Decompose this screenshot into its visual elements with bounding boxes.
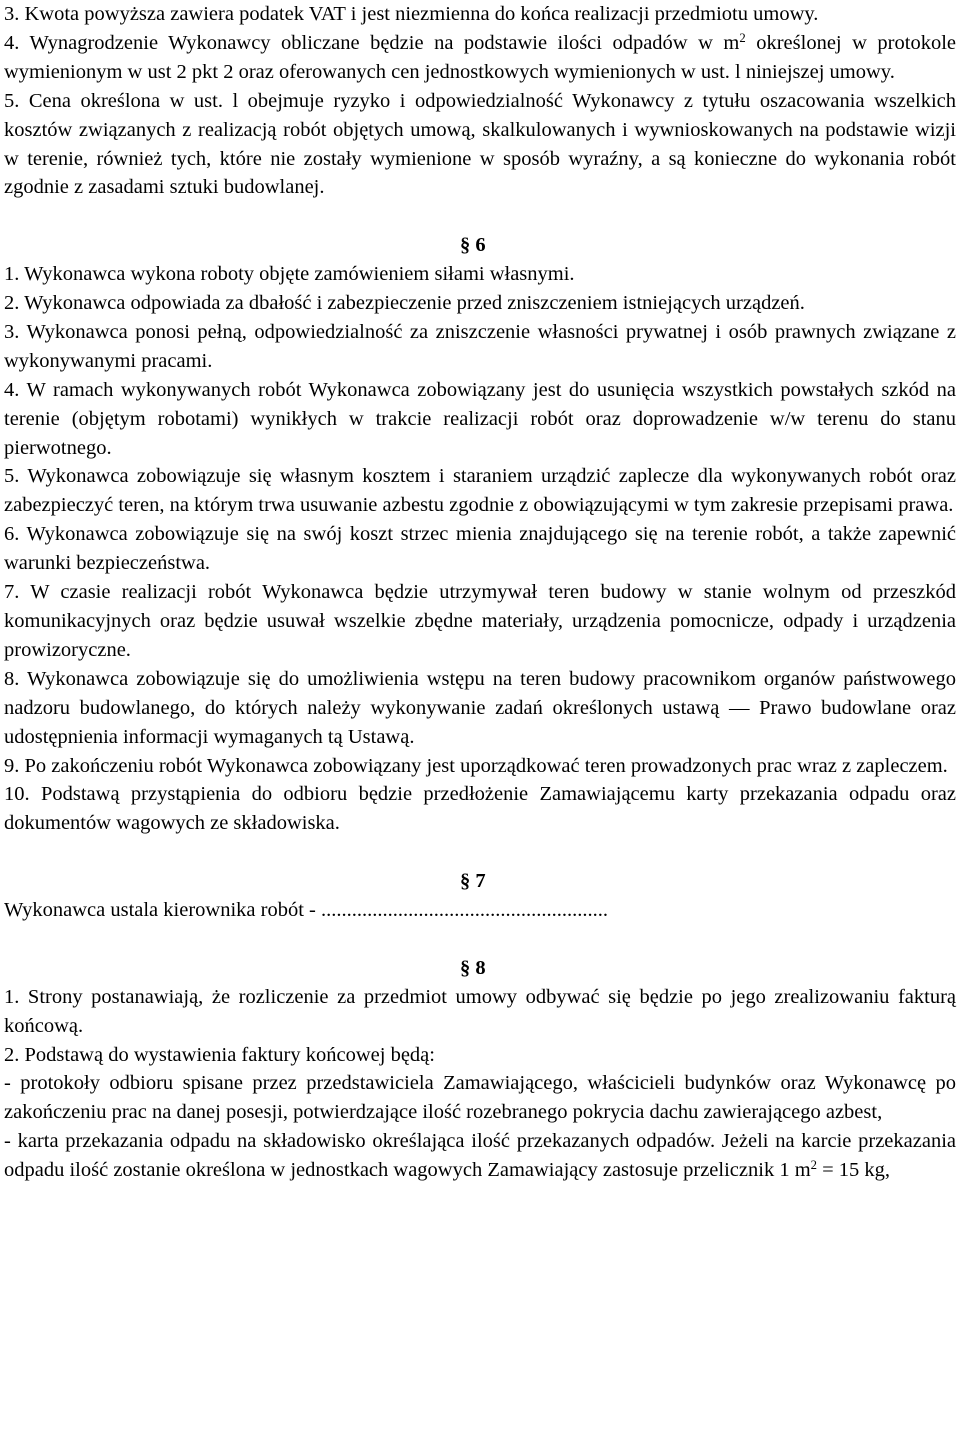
- section-6-item-8: 8. Wykonawca zobowiązuje się do umożliwienia wstępu na teren budowy pracownikom organów państwowego nadzoru budowlanego, do których należy wykonywanie zadań określonych ustawą — Prawo budowlane oraz udostępnienia informacji wymaganych tą Ustawą.: [4, 667, 956, 748]
- superscript-squared: 2: [810, 1158, 817, 1173]
- section-8-bullet-2: [4, 1127, 956, 1185]
- section-8-paragraph-1: 1. Strony postanawiają, że rozliczenie za przedmiot umowy odbywać się będzie po jego zrealizowaniu fakturą końcową.: [4, 985, 956, 1037]
- spacer: [4, 202, 956, 231]
- paragraph-3: 3. Kwota powyższa zawiera podatek VAT i jest niezmienna do końca realizacji przedmiotu umowy.: [4, 3, 819, 25]
- section-7-text: Wykonawca ustala kierownika robót - ........................................................: [4, 899, 608, 922]
- section-8-bullet-2-text-start: - karta przekazania odpadu na składowisko określająca ilość przekazanych odpadów. Jeżeli na karcie przekazania odpadu ilość zostanie określona w jednostkach wagowych Zamawiający zastosuje przelicznik 1 m: [4, 1130, 956, 1182]
- section-6-item-9: 9. Po zakończeniu robót Wykonawca zobowiązany jest uporządkować teren prowadzonych prac wraz z zapleczem.: [4, 754, 948, 777]
- section-8-bullet-2-text-end: = 15 kg,: [817, 1159, 891, 1182]
- section-6-heading: [4, 231, 956, 260]
- section-6-item-10: 10. Podstawą przystąpienia do odbioru będzie przedłożenie Zamawiającemu karty przekazania odpadu oraz dokumentów wagowych ze składowiska.: [4, 783, 956, 835]
- paragraph-4: [4, 29, 956, 87]
- section-7-heading: [4, 867, 956, 896]
- document-page: [4, 0, 956, 1185]
- section-6-item-6: 6. Wykonawca zobowiązuje się na swój koszt strzec mienia znajdującego się na terenie robót, a także zapewnić warunki bezpieczeństwa.: [4, 523, 956, 575]
- superscript-squared: 2: [739, 30, 746, 45]
- section-7-heading-text: § 7: [460, 870, 486, 893]
- section-8-heading-text: § 8: [460, 956, 486, 979]
- spacer: [4, 838, 956, 867]
- paragraph-4-text-end: określonej w protokole wymienionym w ust 2 pkt 2 oraz oferowanych cen jednostkowych wymienionych w ust. l niniejszej umowy.: [4, 31, 957, 83]
- paragraph-5: 5. Cena określona w ust. l obejmuje ryzyko i odpowiedzialność Wykonawcy z tytułu oszacowania wszelkich kosztów związanych z realizacją robót objętych umową, skalkulowanych i wywnioskowanych na podstawie wizji w terenie, również tych, które nie zostały wymienione w sposób wyraźny, a są konieczne do wykonania robót zgodnie z zasadami sztuki budowlanej.: [4, 89, 956, 199]
- section-8-bullet-1: - protokoły odbioru spisane przez przedstawiciela Zamawiającego, właścicieli budynków oraz Wykonawcę po zakończeniu prac na danej posesji, potwierdzające ilość rozebranego pokrycia dachu zawierającego azbest,: [4, 1072, 956, 1124]
- section-6-item-4: 4. W ramach wykonywanych robót Wykonawca zobowiązany jest do usunięcia wszystkich powstałych szkód na terenie (objętym robotami) wynikłych w trakcie realizacji robót oraz doprowadzenie w/w terenu do stanu pierwotnego.: [4, 378, 956, 459]
- section-8-heading: [4, 954, 956, 983]
- paragraph-4-text-start: 4. Wynagrodzenie Wykonawcy obliczane będzie na podstawie ilości odpadów w m: [4, 31, 740, 54]
- section-6-heading-text: § 6: [460, 234, 486, 257]
- section-6-item-2: 2. Wykonawca odpowiada za dbałość i zabezpieczenie przed zniszczeniem istniejących urządzeń.: [4, 292, 805, 315]
- section-6-item-1: 1. Wykonawca wykona roboty objęte zamówieniem siłami własnymi.: [4, 263, 575, 286]
- section-6-item-5: 5. Wykonawca zobowiązuje się własnym kosztem i staraniem urządzić zaplecze dla wykonywanych robót oraz zabezpieczyć teren, na którym trwa usuwanie azbestu zgodnie z obowiązującymi w tym zakresie przepisami prawa.: [4, 465, 956, 517]
- section-6-item-7: 7. W czasie realizacji robót Wykonawca będzie utrzymywał teren budowy w stanie wolnym od przeszkód komunikacyjnych oraz będzie usuwał wszelkie zbędne materiały, urządzenia pomocnicze, odpady i urządzenia prowizoryczne.: [4, 581, 956, 661]
- spacer: [4, 925, 956, 954]
- section-6-item-3: 3. Wykonawca ponosi pełną, odpowiedzialność za zniszczenie własności prywatnej i osób prawnych związane z wykonywanymi pracami.: [4, 320, 956, 372]
- section-8-paragraph-2: 2. Podstawą do wystawienia faktury końcowej będą:: [4, 1043, 435, 1066]
